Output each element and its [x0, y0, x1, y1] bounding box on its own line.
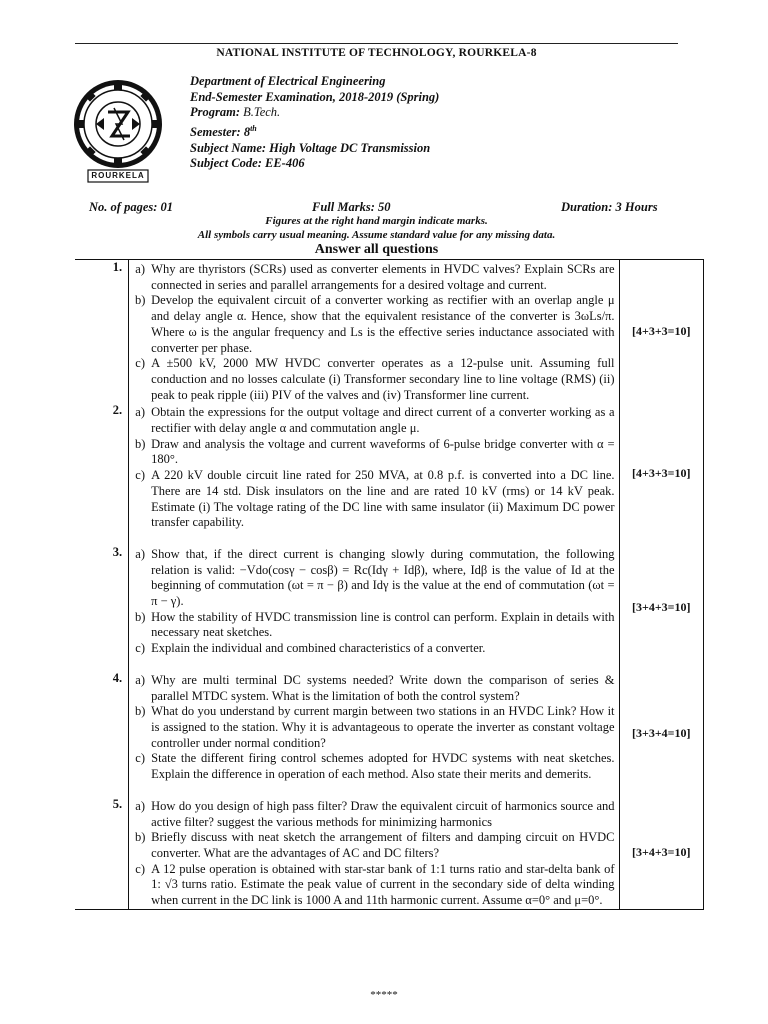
question-row	[75, 260, 704, 404]
question-marks: [3+4+3=10]	[619, 545, 703, 671]
question-part: b) What do you understand by current margin between two stations in an HVDC Link? How it is assigned to the station. Why it is advantageous to operate the inverter as constant voltage controller under normal condition?	[134, 704, 615, 750]
note-marks: Figures at the right hand margin indicate marks.	[265, 215, 488, 227]
question-row	[75, 797, 704, 909]
question-row	[75, 671, 704, 797]
question-marks: [3+3+4=10]	[619, 671, 703, 797]
nit-rourkela-logo	[70, 78, 166, 184]
department: Department of Electrical Engineering	[190, 74, 386, 88]
question-number: 3.	[75, 545, 129, 671]
question-number: 2.	[75, 403, 129, 545]
question-part: a) How do you design of high pass filter? Draw the equivalent circuit of harmonics source and active filter? suggest the various methods for minimizing harmonics	[135, 798, 615, 829]
question-row	[75, 403, 704, 545]
duration: Duration: 3 Hours	[561, 200, 658, 214]
question-number: 4.	[75, 671, 129, 797]
question-part: c) A 220 kV double circuit line rated for 250 MVA, at 0.8 p.f. is converted into a DC line. There are 14 std. Disk insulators on the line and are rated 10 kV (rms) or 14 kV peak. Estimate (i) The voltage rating of the DC line with same insulator (ii) Maximum DC power transfer capability.	[135, 468, 615, 530]
questions-table	[75, 259, 704, 910]
question-row	[75, 545, 704, 671]
institute-name: NATIONAL INSTITUTE OF TECHNOLOGY, ROURKELA-8	[216, 47, 537, 59]
question-part: c) A 12 pulse operation is obtained with star-star bank of 1:1 turns ratio and star-delta bank of 1: √3 turns ratio. Estimate the peak value of current in the secondary side of delta winding when current in the DC link is 1000 A and 11th harmonic current. Assume α=0° and μ=0°.	[135, 861, 615, 908]
question-marks: [3+4+3=10]	[619, 797, 703, 909]
page-count: No. of pages: 01	[89, 200, 174, 214]
logo-rourkela-label: ROURKELA	[91, 171, 145, 180]
note-symbols: All symbols carry usual meaning. Assume standard value for any missing data.	[197, 229, 556, 241]
question-part: c) Explain the individual and combined characteristics of a converter.	[135, 641, 486, 656]
instruction: Answer all questions	[314, 242, 439, 257]
question-body	[129, 260, 619, 404]
exam-title: End-Semester Examination, 2018-2019 (Spring)	[190, 89, 440, 104]
top-rule	[75, 43, 678, 44]
question-part: a) Obtain the expressions for the output voltage and direct current of a converter working as a rectifier with delay angle α and commutation angle μ.	[135, 405, 615, 436]
program-line: Program: B.Tech.	[190, 105, 281, 120]
question-body	[129, 545, 619, 671]
question-part: a) Why are multi terminal DC systems needed? Write down the comparison of series & parallel MTDC system. What is the limitation of both the control system?	[135, 672, 615, 703]
question-number: 5.	[75, 797, 129, 909]
question-part: b) How the stability of HVDC transmission line is control can perform. Explain in details with necessary neat sketches.	[134, 609, 615, 640]
subject-code-line: Subject Code: EE-406	[190, 156, 305, 171]
question-part: a) Why are thyristors (SCRs) used as converter elements in HVDC valves? Explain SCRs are connected in series and parallel arrangements for a desired voltage and current.	[135, 262, 615, 292]
question-part: c) A ±500 kV, 2000 MW HVDC converter operates as a 12-pulse unit. Assuming full conduction and no losses calculate (i) Transformer secondary line to line voltage (RMS) (ii) peak to peak ripple (iii) PIV of the valves and (iv) Transformer line current.	[135, 356, 615, 402]
question-marks: [4+3+3=10]	[619, 260, 703, 404]
question-body	[129, 671, 619, 797]
question-part: c) State the different firing control schemes adopted for HVDC systems with neat sketches. Explain the difference in operation of each method. Also state their merits and demerits.	[135, 751, 615, 782]
question-part: b) Draw and analysis the voltage and current waveforms of 6-pulse bridge converter with α = 180°.	[134, 436, 615, 467]
question-part: b) Develop the equivalent circuit of a converter working as rectifier with an overlap angle μ and delay angle α. Hence, show that the equivalent resistance of the converter is 3ωLs/π. Where ω is the angular frequency and Ls is the effective series inductance associated with converter per phase.	[134, 293, 615, 355]
subject-name-line: Subject Name: High Voltage DC Transmission	[190, 140, 431, 155]
end-marker: *****	[370, 989, 398, 1001]
semester-line: Semester: 8th	[190, 123, 257, 139]
question-body	[129, 403, 619, 545]
question-part: a) Show that, if the direct current is changing slowly during commutation, the following relation is valid: −Vdo(cosγ − cosβ) = Rc(Idγ + Idβ), where, Idβ is the value of Id at the beginning of commutation (ωt = π − β) and Idγ is the value at the end of commutation (ωt = π − γ).	[135, 546, 615, 609]
full-marks: Full Marks: 50	[312, 200, 391, 214]
exam-header	[190, 74, 439, 172]
question-number: 1.	[75, 260, 129, 404]
question-marks: [4+3+3=10]	[619, 403, 703, 545]
question-part: b) Briefly discuss with neat sketch the arrangement of filters and damping circuit on HVDC converter. What are the advantages of AC and DC filters?	[134, 830, 615, 860]
question-body	[129, 797, 619, 909]
